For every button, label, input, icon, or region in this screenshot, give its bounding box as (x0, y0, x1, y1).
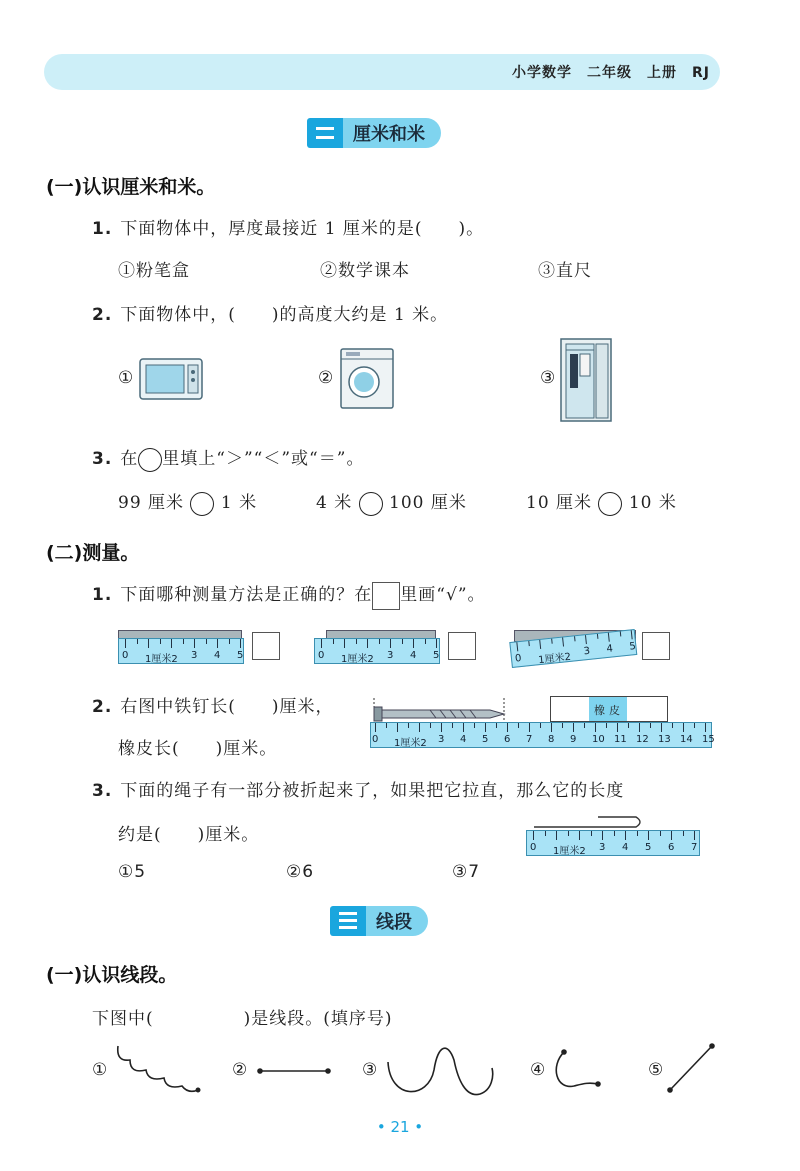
ruler-tick (705, 723, 706, 732)
compare-item-2 (316, 488, 467, 516)
ruler-label: 0 (318, 650, 325, 661)
compare-right: 1 米 (220, 493, 258, 513)
figure-label-4: ④ (530, 1060, 547, 1080)
ruler-tick (595, 723, 596, 732)
ruler-label: 3 (599, 842, 606, 853)
ruler-half-tick (672, 723, 673, 728)
option-a1-1: ①粉笔盒 (118, 261, 190, 281)
figure-label-1: ① (92, 1060, 109, 1080)
option-a2-1-label: ① (118, 368, 135, 388)
ruler-tick (507, 723, 508, 732)
ruler-label: 13 (658, 734, 671, 745)
ruler-half-tick (660, 831, 661, 836)
arc-icon (548, 1046, 604, 1092)
ruler-half-tick (596, 634, 598, 639)
ruler-half-tick (562, 723, 563, 728)
ruler-label: 5 (237, 650, 244, 661)
ruler-tick (485, 723, 486, 732)
option-a2-2-label: ② (318, 368, 335, 388)
ruler-half-tick (568, 831, 569, 836)
option-a1-3: ③直尺 (538, 261, 592, 281)
eraser (550, 696, 668, 722)
question-number: 2. (92, 305, 113, 325)
ruler-half-tick (619, 631, 621, 636)
ruler-label: 3 (191, 650, 198, 661)
question-number: 3. (92, 449, 113, 469)
answer-box-2[interactable] (448, 632, 476, 660)
question-text: 下面物体中，( )的高度大约是 1 米。 (120, 305, 449, 325)
ruler-tick (562, 637, 564, 646)
question-number: 1. (92, 585, 113, 605)
ruler-tick (419, 723, 420, 732)
ruler-half-tick (474, 723, 475, 728)
ruler-half-tick (206, 639, 207, 644)
ruler-tick (441, 723, 442, 732)
header-title: 小学数学 二年级 上册 RJ (512, 65, 710, 81)
question-text-line1: 右图中铁钉长( )厘米， (120, 697, 334, 717)
ruler-label: 4 (410, 650, 417, 661)
ruler-half-tick (137, 639, 138, 644)
compare-left: 10 厘米 (526, 493, 593, 513)
ruler-tick (413, 639, 414, 648)
number-three-icon (330, 906, 366, 936)
ruler-tick (217, 639, 218, 648)
ruler-label: 5 (645, 842, 652, 853)
ruler-tick (529, 723, 530, 732)
question-text-a: 在 (120, 449, 139, 469)
ruler-label: 3 (387, 650, 394, 661)
ruler-tick (608, 633, 610, 642)
ruler-half-tick (545, 831, 546, 836)
ruler-tick (585, 635, 587, 644)
ruler-tick (171, 639, 172, 648)
wardrobe-icon (560, 338, 612, 422)
ruler-half-tick (683, 831, 684, 836)
ruler-label: 1厘米2 (145, 654, 178, 665)
ruler-tick (639, 723, 640, 732)
ruler-label: 5 (482, 734, 489, 745)
ruler-tick (344, 639, 345, 648)
ruler-label: 4 (214, 650, 221, 661)
ruler-half-tick (229, 639, 230, 644)
ruler-half-tick (356, 639, 357, 644)
option-b3-1: ①5 (118, 862, 147, 882)
ruler-label: 7 (691, 842, 698, 853)
ruler-label: 3 (438, 734, 445, 745)
compare-right: 10 米 (628, 493, 677, 513)
ruler-tick (556, 831, 557, 840)
ruler-half-tick (160, 639, 161, 644)
compare-left: 99 厘米 (118, 493, 185, 513)
ruler-tick (375, 723, 376, 732)
ruler-short (526, 830, 700, 856)
wavy-line-icon (112, 1040, 204, 1096)
ruler-tick (436, 639, 437, 648)
ruler-label: 5 (628, 640, 637, 653)
question-b3 (92, 776, 624, 801)
ruler-2 (314, 638, 440, 664)
ruler-half-tick (333, 639, 334, 644)
compare-right: 100 厘米 (389, 493, 467, 513)
ruler-tick (661, 723, 662, 732)
ruler-half-tick (518, 723, 519, 728)
ruler-tick (463, 723, 464, 732)
ruler-label: 8 (548, 734, 555, 745)
ruler-label: 6 (504, 734, 511, 745)
compare-circle[interactable] (190, 492, 214, 516)
compare-circle-sample (138, 448, 162, 472)
ruler-tick (194, 639, 195, 648)
question-a3 (92, 444, 364, 472)
ruler-half-tick (183, 639, 184, 644)
ruler-half-tick (452, 723, 453, 728)
question-text-a: 下面哪种测量方法是正确的？在 (120, 585, 373, 605)
ruler-tick (240, 639, 241, 648)
answer-box-1[interactable] (252, 632, 280, 660)
ruler-tick (648, 831, 649, 840)
ruler-tick (694, 831, 695, 840)
figure-label-5: ⑤ (648, 1060, 665, 1080)
ruler-label: 0 (530, 842, 537, 853)
ruler-label: 10 (592, 734, 605, 745)
question-text: 下面物体中，厚度最接近 1 厘米的是( )。 (120, 219, 485, 239)
question-number: 1. (92, 219, 113, 239)
section-badge-label: 线段 (376, 912, 412, 933)
question-number: 2. (92, 697, 113, 717)
ruler-half-tick (614, 831, 615, 836)
question-a1 (92, 214, 484, 239)
ruler-label: 9 (570, 734, 577, 745)
ruler-label: 3 (583, 645, 591, 658)
ruler-label: 1厘米2 (341, 654, 374, 665)
compare-circle[interactable] (359, 492, 383, 516)
ruler-tick (617, 723, 618, 732)
question-b2-line2: 橡皮长( )厘米。 (118, 739, 278, 759)
part-c-title: (一)认识线段。 (46, 964, 178, 986)
ruler-half-tick (540, 723, 541, 728)
section-badge-label: 厘米和米 (353, 124, 425, 145)
ruler-label: 1厘米2 (537, 651, 572, 667)
line-segment-icon (256, 1064, 332, 1078)
option-b3-3: ③7 (452, 862, 481, 882)
ruler-long (370, 722, 715, 749)
ruler-label: 14 (680, 734, 693, 745)
ruler-half-tick (496, 723, 497, 728)
ruler-label: 0 (514, 652, 523, 665)
ruler-tick (602, 831, 603, 840)
question-text-b: 里填上“＞”“＜”或“＝”。 (162, 449, 365, 469)
ruler-tick (551, 723, 552, 732)
question-text-line1: 下面的绳子有一部分被折起来了，如果把它拉直，那么它的长度 (120, 781, 625, 801)
ruler-half-tick (606, 723, 607, 728)
ruler-tick (125, 639, 126, 648)
ruler-tick (397, 723, 398, 732)
question-number: 3. (92, 781, 113, 801)
ruler-label: 1厘米2 (394, 738, 427, 749)
ruler-label: 11 (614, 734, 627, 745)
question-b3-line2: 约是( )厘米。 (118, 825, 260, 845)
ruler-tick (631, 630, 633, 639)
ruler-half-tick (591, 831, 592, 836)
number-two-icon (307, 118, 343, 148)
question-c1: 下图中( )是线段。(填序号) (92, 1009, 393, 1029)
curve-line-icon (384, 1040, 500, 1096)
ruler-tick (390, 639, 391, 648)
ruler-half-tick (694, 723, 695, 728)
ruler-tick (683, 723, 684, 732)
slanted-segment-icon (660, 1040, 720, 1096)
ruler-tick (579, 831, 580, 840)
ruler-half-tick (408, 723, 409, 728)
ruler-tick (539, 640, 541, 649)
ruler-label: 4 (460, 734, 467, 745)
ruler-tick (671, 831, 672, 840)
ruler-label: 12 (636, 734, 649, 745)
page-number: • 21 • (376, 1118, 424, 1136)
ruler-half-tick (584, 723, 585, 728)
ruler-half-tick (574, 636, 576, 641)
part-a-title: (一)认识厘米和米。 (46, 176, 216, 198)
figure-label-3: ③ (362, 1060, 379, 1080)
ruler-half-tick (650, 723, 651, 728)
ruler-label: 15 (702, 734, 715, 745)
ruler-label: 1厘米2 (553, 846, 586, 857)
ruler-label: 4 (622, 842, 629, 853)
ruler-label: 0 (122, 650, 129, 661)
ruler-half-tick (628, 723, 629, 728)
ruler-half-tick (386, 723, 387, 728)
option-a2-3-label: ③ (540, 368, 557, 388)
ruler-1 (118, 638, 244, 664)
question-text-b: 里画“√”。 (400, 585, 486, 605)
ruler-tick (148, 639, 149, 648)
ruler-tick (321, 639, 322, 648)
ruler-half-tick (637, 831, 638, 836)
option-b3-2: ②6 (286, 862, 315, 882)
ruler-tick (533, 831, 534, 840)
ruler-half-tick (430, 723, 431, 728)
compare-left: 4 米 (316, 493, 353, 513)
answer-box-3[interactable] (642, 632, 670, 660)
ruler-label: 6 (668, 842, 675, 853)
figure-label-2: ② (232, 1060, 249, 1080)
section-badge-3 (330, 906, 428, 936)
compare-item-3 (526, 488, 677, 516)
question-a2 (92, 300, 448, 325)
ruler-label: 4 (606, 643, 614, 655)
ruler-half-tick (528, 641, 530, 646)
washing-machine-icon (340, 348, 394, 410)
ruler-label: 7 (526, 734, 533, 745)
checkbox-sample (372, 582, 400, 610)
ruler-tick (573, 723, 574, 732)
part-b-title: (二)测量。 (46, 542, 140, 564)
question-b1 (92, 580, 486, 610)
ruler-tick (367, 639, 368, 648)
section-badge-2 (307, 118, 441, 148)
ruler-tick (625, 831, 626, 840)
compare-circle[interactable] (598, 492, 622, 516)
folded-rope-icon (528, 812, 648, 830)
eraser-label: 橡皮 (594, 704, 624, 717)
ruler-half-tick (551, 639, 553, 644)
ruler-label: 0 (372, 734, 379, 745)
microwave-icon (138, 356, 204, 402)
compare-item-1 (118, 488, 257, 516)
ruler-label: 5 (433, 650, 440, 661)
ruler-half-tick (379, 639, 380, 644)
question-b2 (92, 692, 334, 717)
option-a1-2: ②数学课本 (320, 261, 410, 281)
ruler-half-tick (425, 639, 426, 644)
ruler-half-tick (402, 639, 403, 644)
ruler-tick (516, 642, 518, 651)
